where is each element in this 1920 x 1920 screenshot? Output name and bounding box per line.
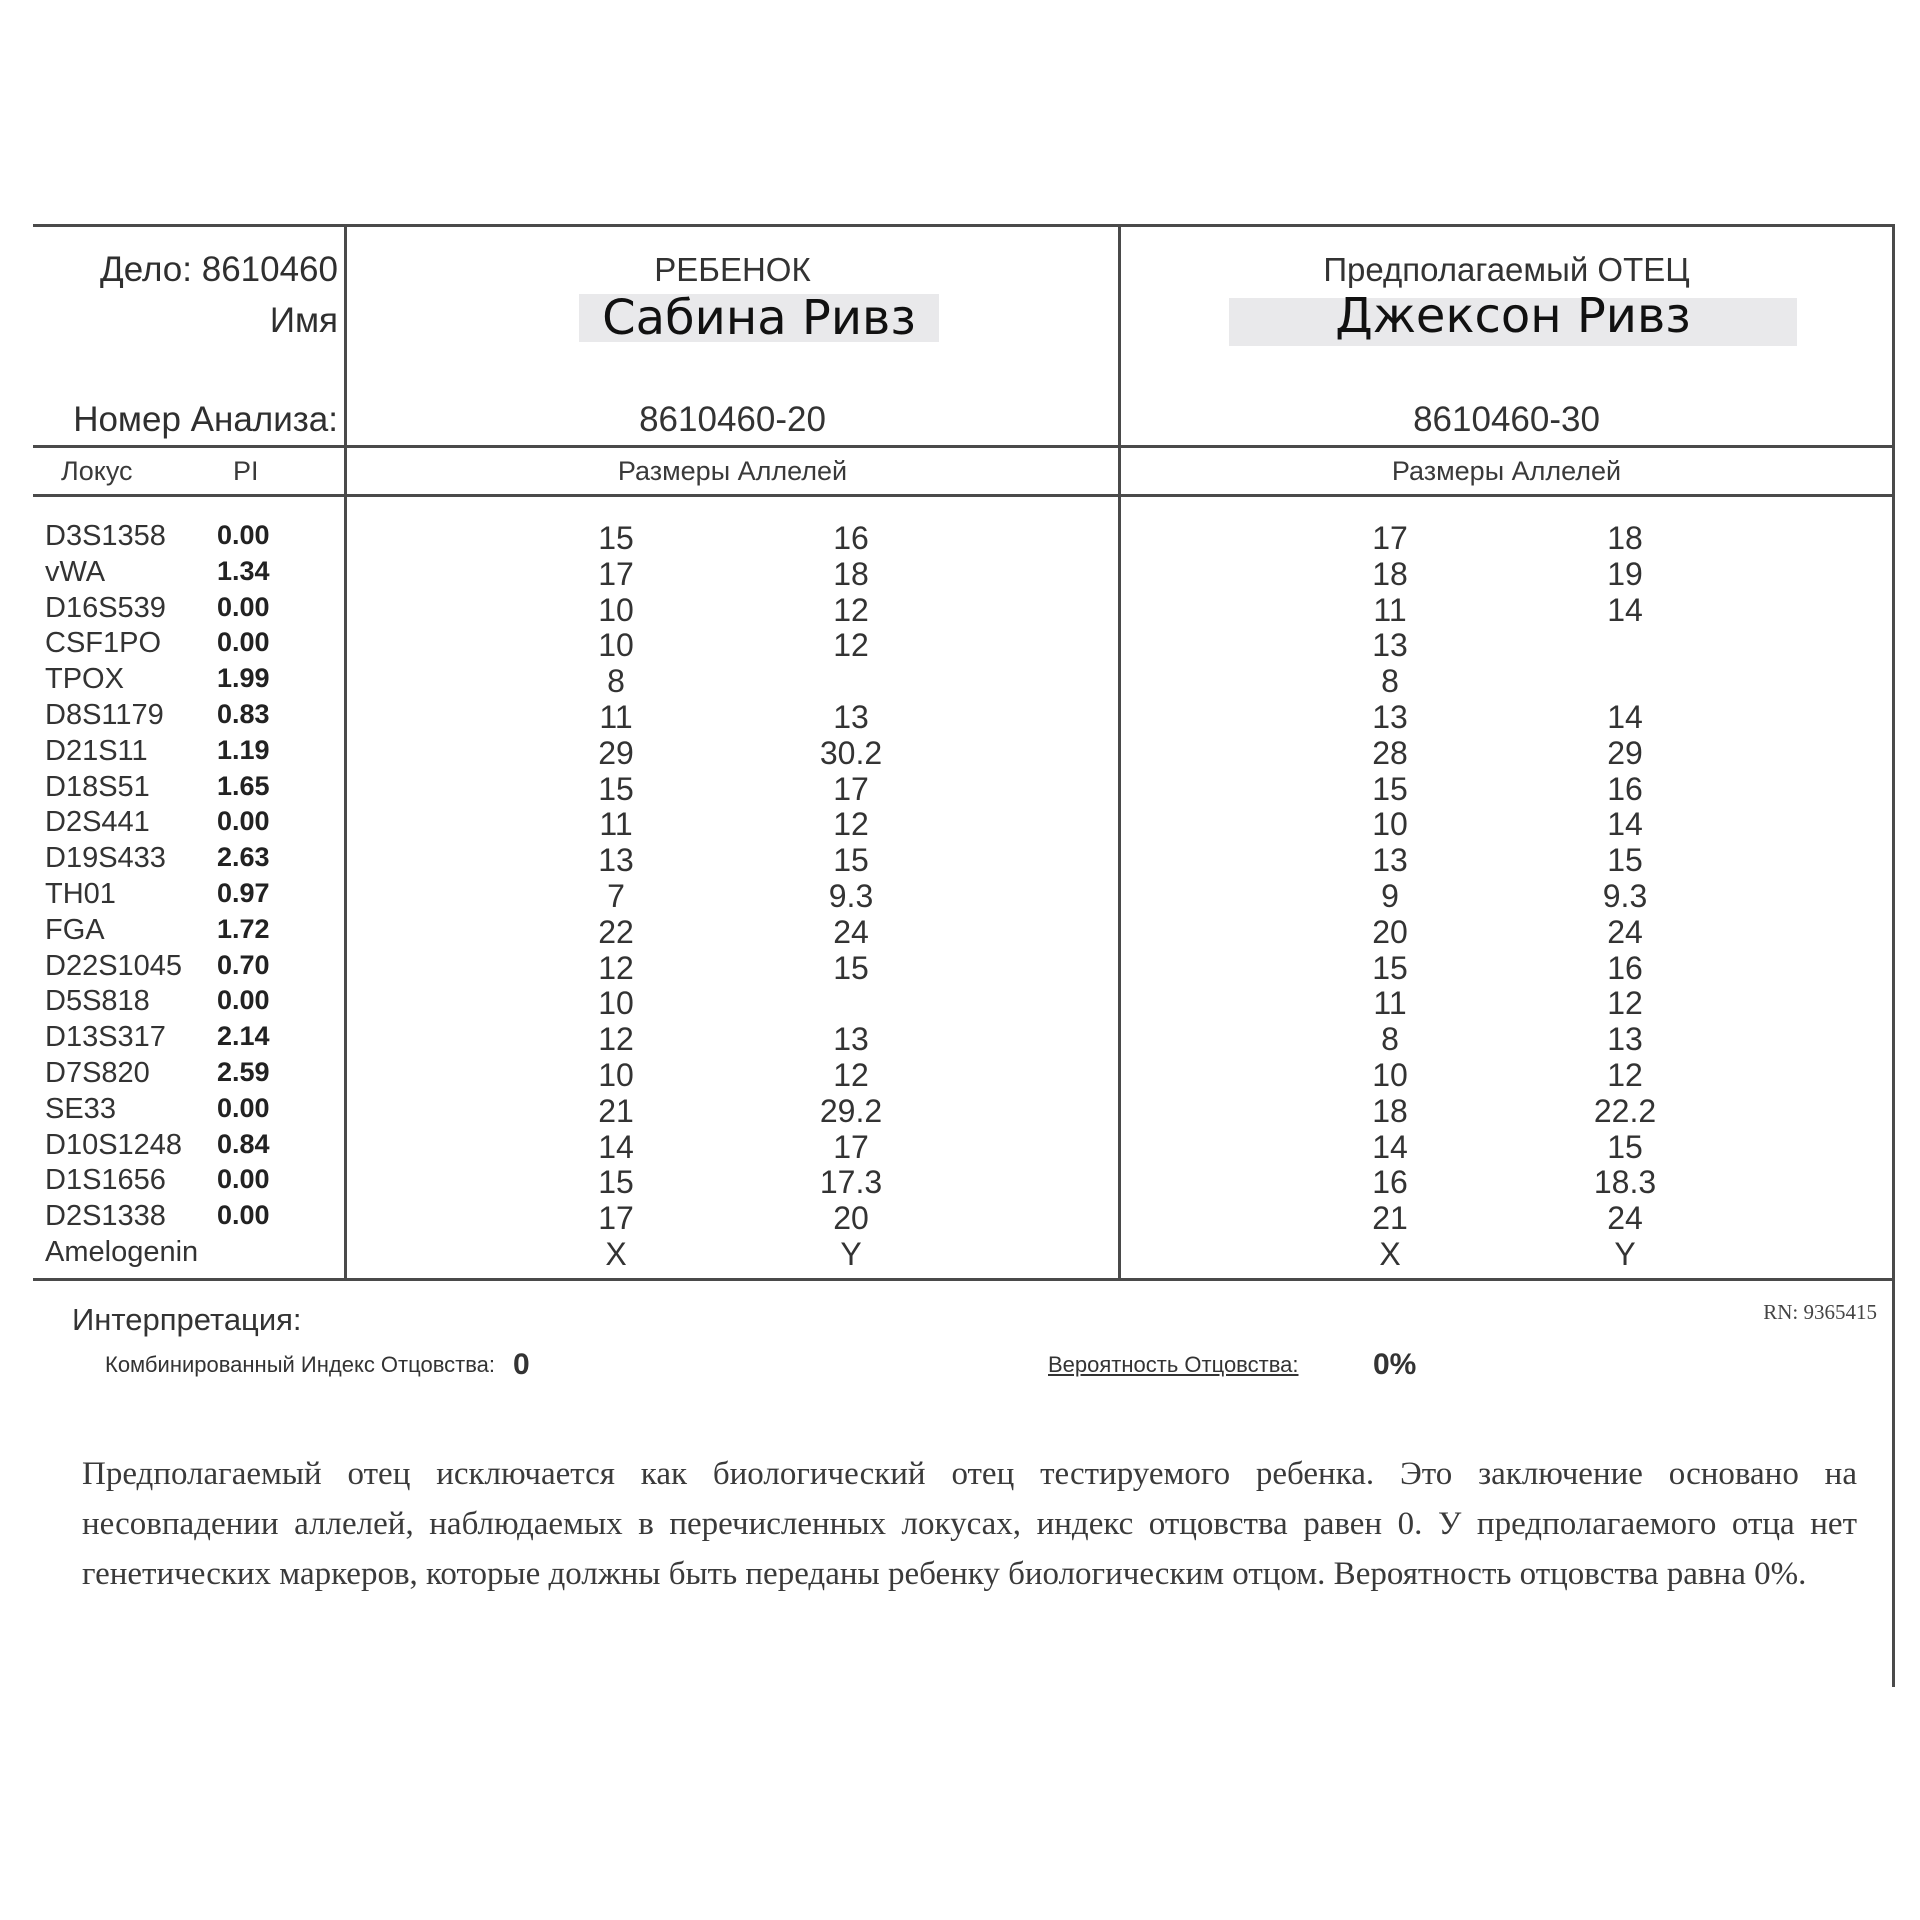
child-allele-2: 16 [833,520,869,556]
child-allele-2: 24 [833,913,869,950]
locus-row [33,1129,1895,1165]
father-analysis-number: 8610460-30 [1413,400,1600,439]
father-allele-1: 13 [1372,842,1408,879]
locus-row [33,1164,1895,1200]
child-allele-1: 12 [598,949,634,986]
pi-value: 0.84 [217,1128,270,1159]
father-allele-2: 14 [1607,806,1643,843]
child-allele-2: 15 [833,949,869,986]
header-divider [33,445,1895,448]
pi-value: 0.97 [217,878,270,908]
child-allele-1: 12 [598,1021,634,1058]
father-allele-1: 10 [1372,1057,1408,1093]
child-allele-2: 12 [833,627,869,664]
interpretation-title: Интерпретация: [72,1302,302,1337]
locus-row [33,663,1895,699]
analysis-number-label: Номер Анализа: [73,400,338,439]
pi-value: 0.00 [217,520,270,550]
pi-value: 0.00 [217,806,270,837]
father-allele-1: 13 [1372,627,1408,664]
case-label-text: Дело: [99,250,192,289]
child-allele-2: 12 [833,806,869,843]
pi-value: 1.99 [217,663,270,694]
locus-row [33,950,1895,986]
pi-value: 0.70 [217,949,270,980]
locus-row [33,1200,1895,1236]
child-allele-sizes-header: Размеры Аллелей [617,456,848,486]
locus-name: D21S11 [45,734,148,767]
child-allele-1: 10 [598,985,634,1022]
child-allele-2: 30.2 [819,734,883,771]
locus-row [33,1236,1895,1272]
cpi-label: Комбинированный Индекс Отцовства: [105,1352,496,1377]
father-name: Джексон Ривз [1335,288,1691,344]
child-analysis-number: 8610460-20 [639,400,826,439]
locus-row [33,878,1895,914]
locus-row [33,985,1895,1021]
child-allele-1: 8 [607,663,625,700]
father-allele-2: 18 [1607,520,1643,556]
father-allele-2: 19 [1607,555,1643,592]
father-allele-1: 11 [1373,591,1407,628]
child-allele-2: 13 [833,1021,869,1058]
father-allele-1: 8 [1381,663,1399,700]
child-allele-2: 9.3 [828,878,874,914]
locus-name: D22S1045 [45,949,183,982]
child-allele-2: 13 [833,699,869,735]
locus-name: D5S818 [45,985,150,1018]
probability-value: 0% [1373,1348,1417,1381]
paternity-report [33,224,1895,1687]
child-allele-1: 14 [598,1128,634,1165]
probability-label: Вероятность Отцовства: [1048,1352,1299,1377]
locus-row [33,627,1895,663]
locus-name: D1S1656 [45,1164,166,1197]
child-allele-1: 21 [598,1092,634,1129]
pi-value: 1.65 [217,770,270,801]
locus-row [33,699,1895,735]
father-allele-1: 11 [1373,985,1407,1022]
top-border [33,224,1895,227]
locus-name: FGA [45,913,105,946]
locus-name: D2S441 [45,806,150,839]
child-allele-1: 15 [598,520,634,556]
locus-row [33,556,1895,592]
locus-row [33,806,1895,842]
child-allele-2: 17.3 [819,1164,883,1201]
conclusion-paragraph: Предполагаемый отец исключается как биологический отец тестируемого ребенка. Это заключение основано на несовпадении аллелей, наблюдаемых в перечисленных локусах, индекс отцовства равен 0. У предполагаемого отца нет генетических маркеров, которые должны быть переданы ребенку биологическим отцом. Вероятность отцовства равна 0%. [82,1456,1857,1592]
pi-value: 0.00 [217,591,270,622]
locus-name: TPOX [45,663,124,696]
child-allele-1: 17 [598,1200,634,1237]
locus-row [33,520,1895,556]
father-allele-1: 14 [1372,1128,1408,1165]
father-allele-2: 13 [1607,1021,1643,1058]
father-allele-2: 14 [1607,591,1643,628]
child-allele-1: 13 [598,842,634,879]
pi-value: 2.59 [217,1057,270,1087]
child-allele-2: 29.2 [819,1092,883,1129]
child-title: РЕБЕНОК [654,251,811,288]
locus-row [33,592,1895,628]
table-bottom-border [33,1278,1895,1281]
cpi-value: 0 [513,1348,530,1381]
pi-value: 0.00 [217,1092,270,1123]
pi-value: 0.00 [217,1164,270,1195]
child-allele-2: 17 [833,1128,869,1165]
child-allele-2: 17 [833,770,869,807]
locus-row [33,735,1895,771]
child-allele-1: 17 [598,555,634,592]
locus-name: Amelogenin [45,1236,199,1268]
locus-row [33,1021,1895,1057]
locus-name: SE33 [45,1092,116,1125]
locus-name: D16S539 [45,591,166,624]
pi-column-header: PI [233,456,259,486]
child-allele-2: Y [840,1236,862,1272]
child-allele-1: 10 [598,627,634,664]
father-allele-1: 13 [1372,699,1408,735]
child-allele-2: 18 [833,555,869,592]
father-allele-1: 15 [1372,949,1408,986]
pi-value: 1.72 [217,913,270,944]
child-allele-1: 22 [598,913,634,950]
father-allele-1: 18 [1372,555,1408,592]
locus-column-header: Локус [61,456,133,486]
father-allele-1: 8 [1381,1021,1399,1058]
pi-value: 1.34 [217,555,270,586]
child-allele-1: 15 [598,770,634,807]
child-allele-1: 11 [599,806,633,843]
father-allele-1: 17 [1372,520,1408,556]
pi-value: 2.63 [217,842,270,873]
child-allele-2: 20 [833,1200,869,1237]
father-allele-1: 16 [1372,1164,1408,1201]
pi-value: 2.14 [217,1021,270,1052]
father-allele-2: 22.2 [1593,1092,1657,1129]
locus-name: D13S317 [45,1021,166,1054]
father-title: Предполагаемый ОТЕЦ [1323,251,1690,288]
child-allele-1: 10 [598,1057,634,1093]
locus-name: TH01 [45,878,116,910]
father-allele-1: 28 [1372,734,1408,771]
father-allele-sizes-header: Размеры Аллелей [1391,456,1622,486]
locus-name: D18S51 [45,770,150,803]
pi-value: 0.00 [217,985,270,1016]
father-allele-1: X [1379,1236,1401,1272]
father-allele-2: 18.3 [1593,1164,1657,1201]
locus-name: vWA [45,555,106,588]
subheader-divider [33,494,1895,497]
father-allele-1: 9 [1381,878,1399,914]
locus-name: D19S433 [45,842,166,875]
father-allele-2: 24 [1607,913,1643,950]
locus-name: D10S1248 [45,1128,183,1161]
father-allele-1: 21 [1372,1200,1408,1237]
pi-value: 0.00 [217,627,270,658]
father-allele-1: 15 [1372,770,1408,807]
father-allele-2: 9.3 [1602,878,1648,914]
child-allele-1: 11 [599,699,633,735]
report-number: RN: 9365415 [1763,1300,1877,1324]
case-label [100,250,338,290]
locus-name: D2S1338 [45,1200,166,1233]
locus-name: D8S1179 [45,699,164,731]
locus-row [33,1093,1895,1129]
father-allele-2: 15 [1607,1128,1643,1165]
father-allele-2: 24 [1607,1200,1643,1237]
pi-value: 0.83 [217,699,270,729]
case-number: 8610460 [201,250,338,289]
father-allele-2: 12 [1607,1057,1643,1093]
father-allele-2: 16 [1607,949,1643,986]
pi-value: 1.19 [217,734,270,765]
father-allele-2: 15 [1607,842,1643,879]
father-allele-2: 12 [1607,985,1643,1022]
locus-row [33,914,1895,950]
pi-value: 0.00 [217,1200,270,1231]
father-allele-2: Y [1614,1236,1636,1272]
father-allele-1: 10 [1372,806,1408,843]
child-allele-1: X [605,1236,627,1272]
locus-row [33,842,1895,878]
name-label: Имя [269,301,338,340]
child-allele-2: 12 [833,591,869,628]
locus-row [33,771,1895,807]
father-allele-1: 20 [1372,913,1408,950]
father-allele-2: 16 [1607,770,1643,807]
locus-row [33,1057,1895,1093]
child-allele-1: 29 [598,734,634,771]
father-allele-2: 14 [1607,699,1643,735]
child-allele-1: 10 [598,591,634,628]
child-allele-2: 12 [833,1057,869,1093]
child-allele-1: 15 [598,1164,634,1201]
father-allele-1: 18 [1372,1092,1408,1129]
child-allele-1: 7 [607,878,625,914]
child-name: Сабина Ривз [602,290,916,346]
child-allele-2: 15 [833,842,869,879]
locus-name: CSF1PO [45,627,162,660]
locus-name: D3S1358 [45,520,166,552]
locus-name: D7S820 [45,1057,150,1089]
father-allele-2: 29 [1607,734,1643,771]
